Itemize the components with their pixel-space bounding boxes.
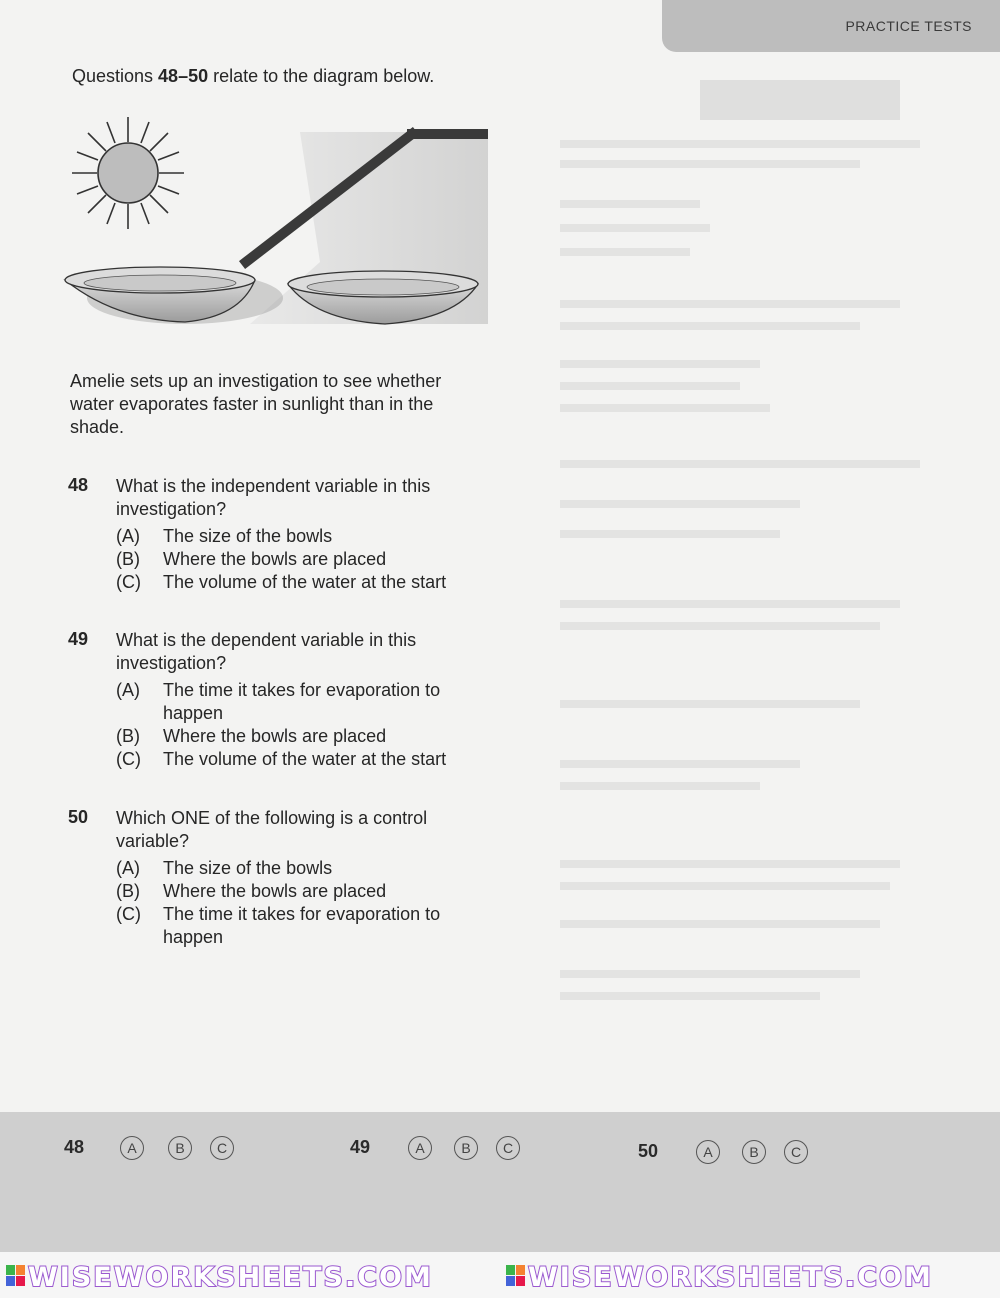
- watermark-text: WISEWORKSHEETS.COM: [28, 1262, 433, 1293]
- evaporation-diagram: [60, 112, 488, 342]
- option-c[interactable]: [116, 748, 488, 771]
- answer-row-48: [64, 1136, 244, 1164]
- bleed-through-texture: [500, 60, 960, 1100]
- question-number: 50: [68, 807, 89, 827]
- option-label: (A): [116, 526, 140, 546]
- answer-bubble-c[interactable]: C: [784, 1140, 808, 1164]
- section-label: PRACTICE TESTS: [845, 18, 972, 34]
- answer-bubble-b[interactable]: B: [454, 1136, 478, 1160]
- option-label: (A): [116, 680, 140, 700]
- watermark-logo-icon: [506, 1265, 526, 1287]
- option-text: The size of the bowls: [163, 526, 333, 546]
- answer-row-50: [638, 1140, 818, 1168]
- option-list: [116, 857, 488, 949]
- watermark-text: WISEWORKSHEETS.COM: [528, 1262, 933, 1293]
- option-text: Where the bowls are placed: [163, 549, 387, 569]
- bowl-in-sun: [65, 267, 283, 324]
- question-stem: What is the dependent variable in this investigation?: [116, 630, 417, 673]
- option-b[interactable]: [116, 725, 488, 748]
- option-text: The time it takes for evaporation to happen: [163, 904, 441, 947]
- answer-row-49: [350, 1136, 530, 1164]
- answer-sheet-band: [0, 1112, 1000, 1252]
- answer-bubble-a[interactable]: A: [408, 1136, 432, 1160]
- option-text: The size of the bowls: [163, 858, 333, 878]
- question-50: [68, 807, 488, 949]
- watermark-logo-icon: [6, 1265, 26, 1287]
- option-label: (C): [116, 904, 141, 924]
- question-49: [68, 629, 488, 771]
- option-b[interactable]: [116, 880, 488, 903]
- question-48: [68, 475, 488, 594]
- option-label: (C): [116, 749, 141, 769]
- option-b[interactable]: [116, 548, 488, 571]
- sun-icon: [72, 117, 184, 229]
- intro-range: 48–50: [158, 66, 209, 86]
- answer-bubble-a[interactable]: A: [696, 1140, 720, 1164]
- section-tab: [662, 0, 1000, 52]
- option-label: (B): [116, 881, 140, 901]
- answer-bubble-c[interactable]: C: [496, 1136, 520, 1160]
- answer-bubble-b[interactable]: B: [742, 1140, 766, 1164]
- answer-bubble-a[interactable]: A: [120, 1136, 144, 1160]
- answer-bubble-b[interactable]: B: [168, 1136, 192, 1160]
- answer-number: 49: [350, 1137, 371, 1157]
- question-stem: Which ONE of the following is a control variable?: [116, 808, 428, 851]
- questions-intro: [72, 66, 434, 87]
- option-label: (C): [116, 572, 141, 592]
- answer-number: 48: [64, 1137, 85, 1157]
- option-label: (B): [116, 726, 140, 746]
- option-text: Where the bowls are placed: [163, 726, 387, 746]
- scenario-text: Amelie sets up an investigation to see whether water evaporates faster in sunlight than in the shade.: [70, 371, 442, 437]
- intro-suffix: relate to the diagram below.: [208, 66, 435, 86]
- option-list: [116, 525, 488, 594]
- question-number: 49: [68, 629, 89, 649]
- question-number: 48: [68, 475, 89, 495]
- option-label: (A): [116, 858, 140, 878]
- option-text: The volume of the water at the start: [163, 572, 447, 592]
- option-c[interactable]: [116, 571, 488, 594]
- option-text: The time it takes for evaporation to happen: [163, 680, 441, 723]
- option-text: Where the bowls are placed: [163, 881, 387, 901]
- option-a[interactable]: [116, 679, 488, 725]
- answer-bubble-c[interactable]: C: [210, 1136, 234, 1160]
- option-a[interactable]: [116, 525, 488, 548]
- answer-number: 50: [638, 1141, 659, 1161]
- option-list: [116, 679, 488, 771]
- option-label: (B): [116, 549, 140, 569]
- intro-prefix: Questions: [72, 66, 159, 86]
- option-text: The volume of the water at the start: [163, 749, 447, 769]
- option-c[interactable]: [116, 903, 488, 949]
- question-stem: What is the independent variable in this investigation?: [116, 476, 431, 519]
- option-a[interactable]: [116, 857, 488, 880]
